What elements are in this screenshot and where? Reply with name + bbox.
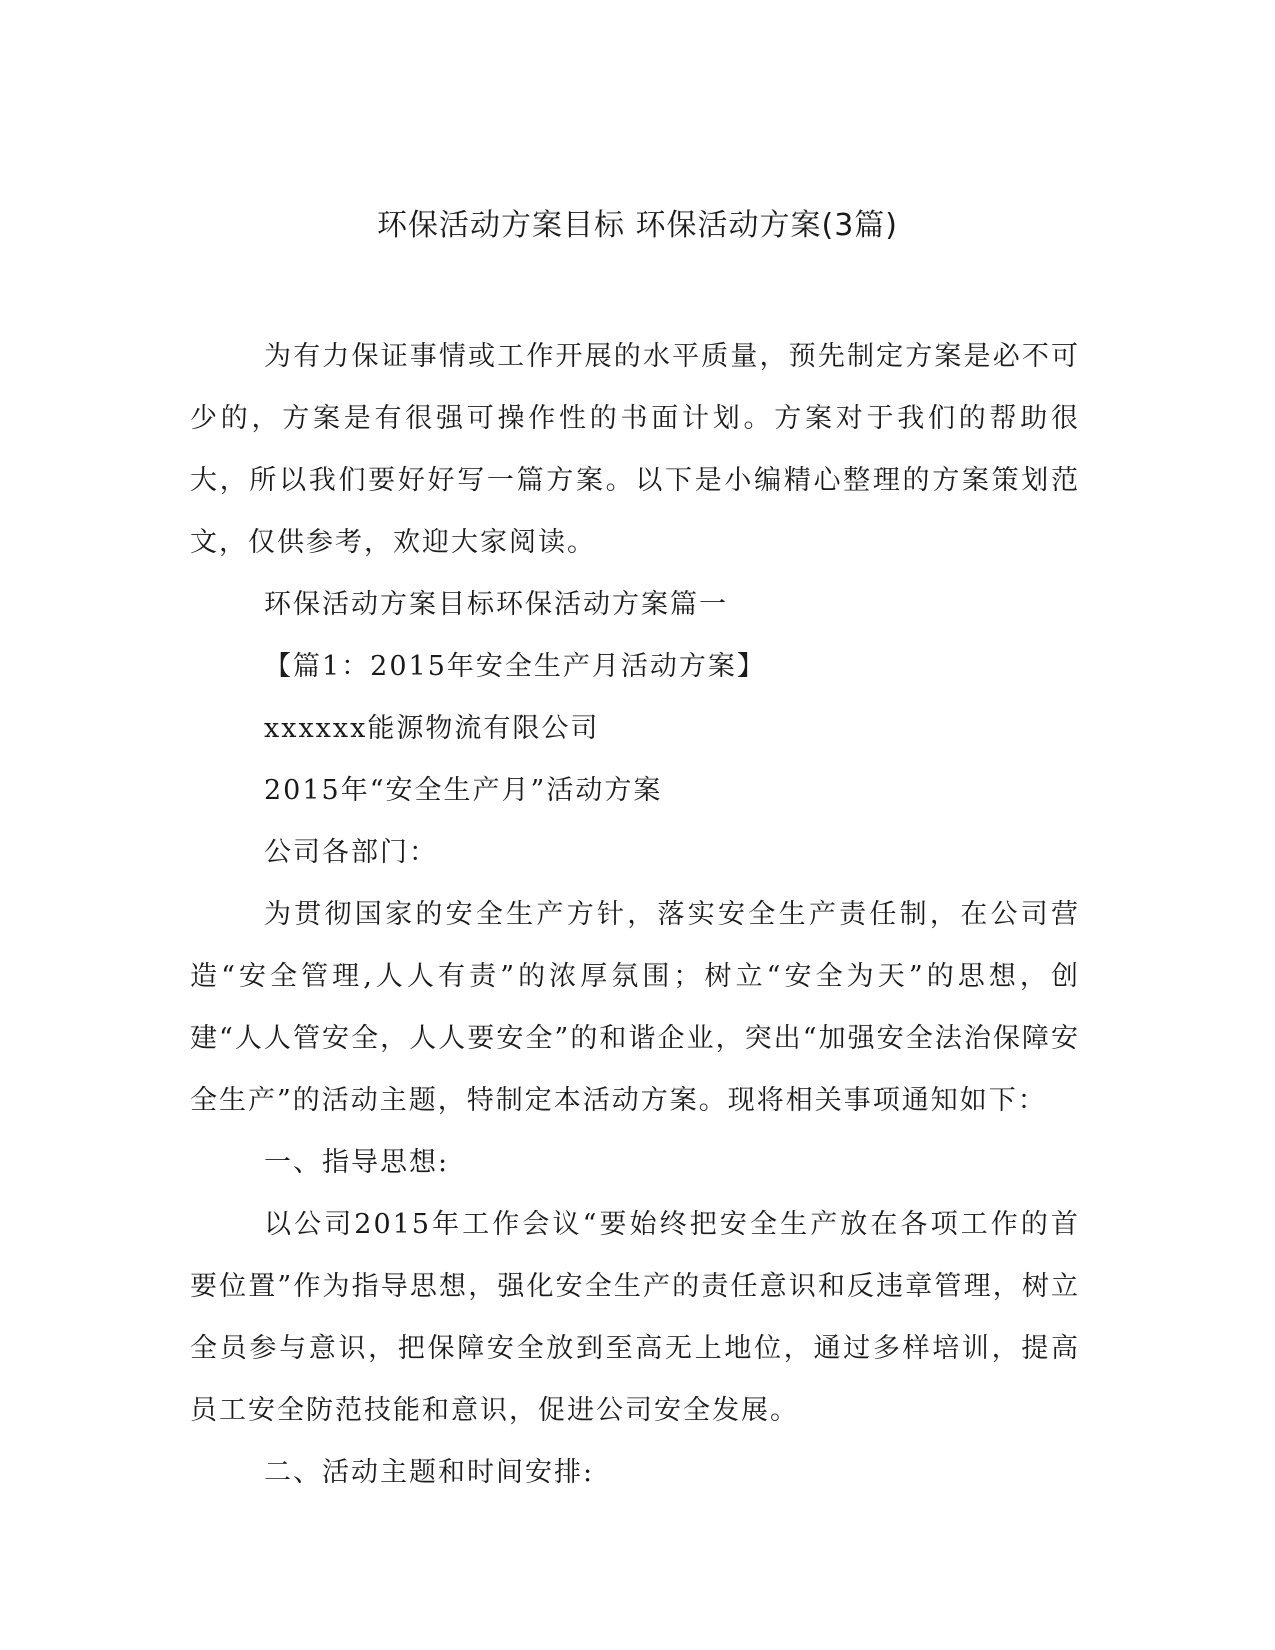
article-heading: 【篇1：2015年安全生产月活动方案】 — [264, 651, 766, 682]
guiding-ideology-heading: 一、指导思想: — [264, 1147, 450, 1178]
intro-paragraph: 为有力保证事情或工作开展的水平质量，预先制定方案是必不可少的，方案是有很强可操作性的书面计划。方案对于我们的帮助很大，所以我们要好好写一篇方案。以下是小编精心整理的方案策划范文，仅供参考，欢迎大家阅读。 — [190, 341, 1080, 558]
section-heading-1: 环保活动方案目标环保活动方案篇一 — [264, 589, 728, 620]
salutation: 公司各部门： — [264, 837, 438, 868]
company-name: xxxxxx能源物流有限公司 — [264, 713, 600, 744]
document-body — [190, 326, 1080, 1504]
purpose-paragraph: 为贯彻国家的安全生产方针，落实安全生产责任制，在公司营造“安全管理,人人有责”的浓厚氛围；树立“安全为天”的思想，创建“人人管安全，人人要安全”的和谐企业，突出“加强安全法治保障安全生产”的活动主题，特制定本活动方案。现将相关事项通知如下： — [190, 899, 1080, 1116]
plan-title: 2015年“安全生产月”活动方案 — [264, 775, 663, 806]
guiding-ideology-paragraph: 以公司2015年工作会议“要始终把安全生产放在各项工作的首要位置”作为指导思想，强化安全生产的责任意识和反违章管理，树立全员参与意识，把保障安全放到至高无上地位，通过多样培训，提高员工安全防范技能和意识，促进公司安全发展。 — [190, 1209, 1080, 1426]
theme-schedule-heading: 二、活动主题和时间安排: — [264, 1457, 595, 1488]
document-title: 环保活动方案目标 环保活动方案(3篇) — [376, 208, 899, 243]
